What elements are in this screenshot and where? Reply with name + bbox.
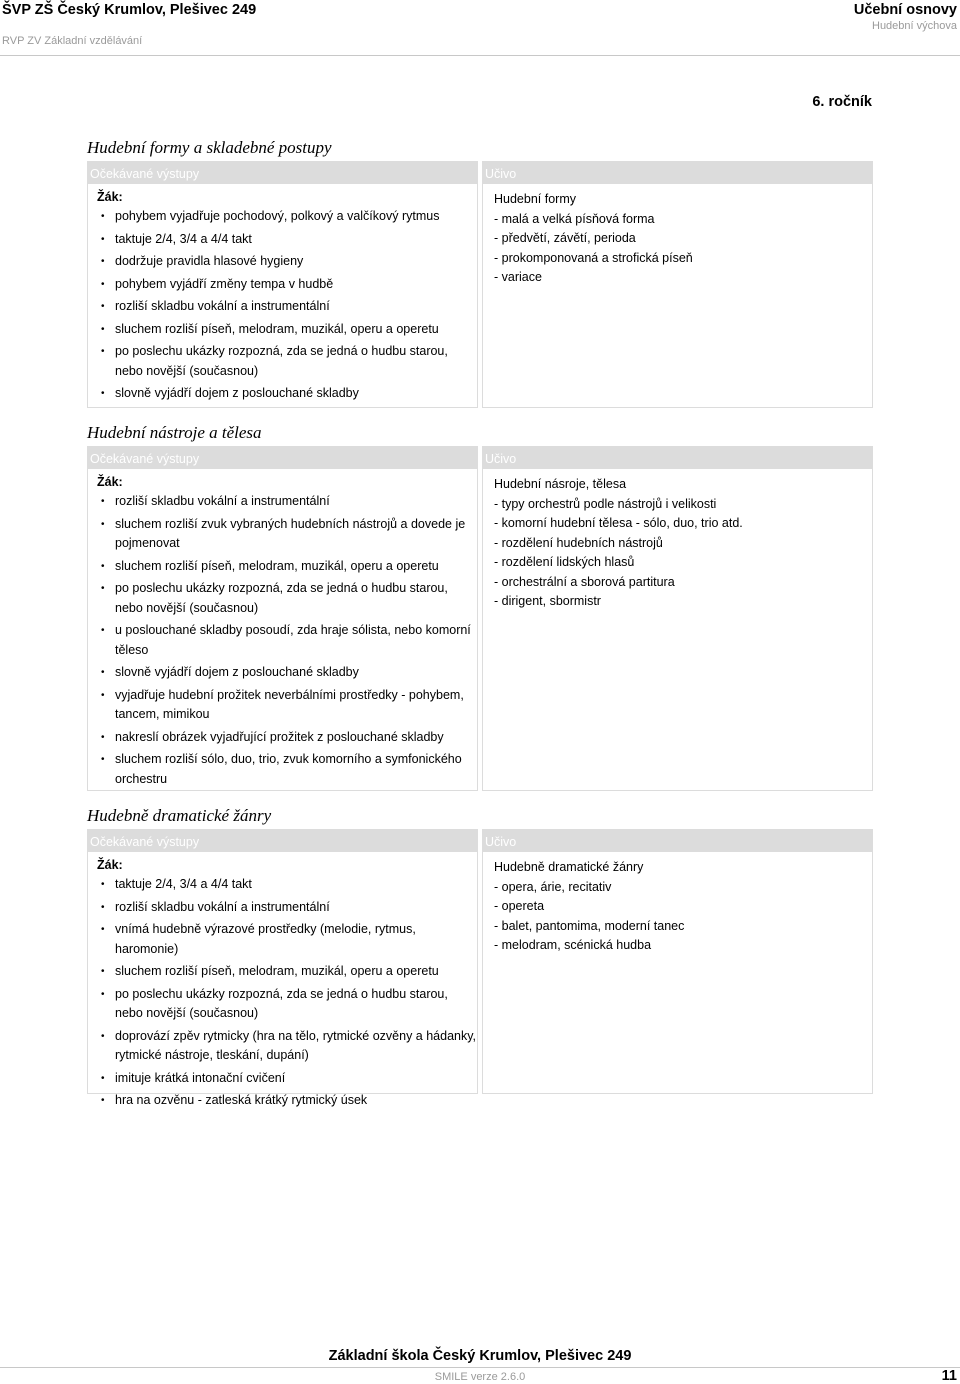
topic-item: - malá a velká písňová forma [494, 211, 655, 226]
outcomes-list [88, 207, 477, 404]
pupil-label: Žák: [97, 190, 123, 204]
outcome-item [88, 728, 477, 748]
topics-list [483, 475, 872, 612]
header-framework: RVP ZV Základní vzdělávání [2, 35, 143, 47]
outcome-item [88, 515, 477, 554]
outcome-text: taktuje 2/4, 3/4 a 4/4 takt [115, 231, 252, 246]
bullet-icon: • [101, 901, 105, 913]
curriculum-header: Učivo [483, 447, 872, 469]
outcome-item [88, 686, 477, 725]
outcome-item [88, 320, 477, 340]
outcome-text: slovně vyjádří dojem z poslouchané skladby [115, 665, 359, 679]
outcome-text: taktuje 2/4, 3/4 a 4/4 takt [115, 877, 252, 891]
outcome-item [88, 920, 477, 959]
footer-version: SMILE verze 2.6.0 [434, 1371, 526, 1383]
bullet-icon: • [101, 667, 105, 678]
header-subject: Hudební výchova [872, 20, 957, 32]
section-title: Hudebně dramatické žánry [87, 806, 272, 825]
outcome-text: sluchem rozliší píseň, melodram, muzikál, operu a operetu [115, 321, 439, 336]
section-hudebne-dramaticke [87, 806, 873, 1107]
outcome-item [88, 252, 477, 272]
topic-item: - balet, pantomima, moderní tanec [494, 918, 685, 933]
bullet-icon: • [101, 388, 105, 399]
topic-item: - dirigent, sbormistr [494, 594, 601, 608]
topic-heading: Hudební násroje, tělesa [494, 477, 627, 491]
outcome-text: doprovází zpěv rytmicky (hra na tělo, rytmické ozvěny a hádanky, rytmické nástroje, tleskání, dupání) [115, 1028, 477, 1062]
outcome-text: rozliší skladbu vokální a instrumentální [115, 899, 330, 914]
outcome-text: nakreslí obrázek vyjadřující prožitek z poslouchané skladby [115, 729, 444, 744]
bullet-icon: • [101, 211, 105, 222]
topic-item: - opereta [494, 899, 545, 913]
outcome-item [88, 985, 477, 1024]
outcomes-column [87, 161, 478, 408]
topics-list [483, 190, 872, 288]
bullet-icon: • [101, 1030, 105, 1042]
bullet-icon: • [101, 346, 105, 357]
topics-list [483, 858, 872, 956]
curriculum-column [482, 446, 873, 791]
topic-item: - rozdělení lidských hlasů [494, 555, 635, 569]
topic-item: - orchestrální a sborová partitura [494, 574, 675, 589]
bullet-icon: • [101, 233, 105, 245]
header-divider [0, 55, 960, 56]
outcome-text: pohybem vyjadřuje pochodový, polkový a valčíkový rytmus [115, 209, 440, 223]
outcome-text: hra na ozvěnu - zatleská krátký rytmický úsek [115, 1093, 368, 1107]
outcome-text: pohybem vyjádří změny tempa v hudbě [115, 276, 334, 291]
page-number: 11 [941, 1368, 957, 1384]
outcome-text: rozliší skladbu vokální a instrumentální [115, 299, 330, 313]
bullet-icon: • [101, 879, 105, 890]
bullet-icon: • [101, 988, 105, 1000]
outcome-item [88, 750, 477, 789]
bullet-icon: • [101, 583, 105, 594]
outcome-item [88, 663, 477, 683]
outcome-text: u poslouchané skladby posoudí, zda hraje sólista, nebo komorní těleso [115, 623, 471, 657]
bullet-icon: • [101, 560, 105, 572]
outcome-text: sluchem rozliší píseň, melodram, muzikál, operu a operetu [115, 964, 439, 978]
outcome-text: po poslechu ukázky rozpozná, zda se jedná o hudbu starou, nebo novější (současnou) [115, 581, 448, 615]
bullet-icon: • [101, 496, 105, 507]
bullet-icon: • [101, 731, 105, 743]
outcomes-list [88, 875, 477, 1111]
bullet-icon: • [101, 625, 105, 636]
topic-item: - typy orchestrů podle nástrojů i velikosti [494, 496, 717, 511]
header-school: ŠVP ZŠ Český Krumlov, Plešivec 249 [2, 2, 257, 18]
header-doc-title: Učební osnovy [853, 2, 957, 18]
outcomes-header: Očekávané výstupy [88, 162, 477, 184]
outcome-item [88, 1027, 477, 1066]
curriculum-header: Učivo [483, 830, 872, 852]
topic-item: - prokomponovaná a strofická píseň [494, 250, 693, 265]
topic-item: - rozdělení hudebních nástrojů [494, 535, 663, 550]
outcome-item [88, 275, 477, 295]
outcome-text: slovně vyjádří dojem z poslouchané skladby [115, 386, 359, 400]
bullet-icon: • [101, 301, 105, 312]
curriculum-column [482, 829, 873, 1094]
topic-item: - předvětí, závětí, perioda [494, 231, 636, 245]
outcome-text: po poslechu ukázky rozpozná, zda se jedná o hudbu starou, nebo novější (současnou) [115, 986, 448, 1020]
outcome-text: rozliší skladbu vokální a instrumentální [115, 494, 330, 508]
bullet-icon: • [101, 754, 105, 765]
outcome-item [88, 898, 477, 918]
bullet-icon: • [101, 966, 105, 977]
section-hudebni-formy [87, 138, 873, 408]
outcome-item [88, 1069, 477, 1089]
topic-item: - komorní hudební tělesa - sólo, duo, trio atd. [494, 516, 743, 530]
bullet-icon: • [101, 689, 105, 701]
topic-heading: Hudebně dramatické žánry [494, 860, 644, 874]
outcomes-column [87, 829, 478, 1107]
outcome-text: vyjadřuje hudební prožitek neverbálními prostředky - pohybem, tancem, mimikou [115, 687, 464, 721]
outcome-item [88, 579, 477, 618]
outcome-item [88, 297, 477, 317]
outcomes-header: Očekávané výstupy [88, 830, 477, 852]
pupil-label: Žák: [97, 475, 123, 489]
outcome-item [88, 621, 477, 660]
bullet-icon: • [101, 1095, 105, 1106]
section-hudebni-nastroje [87, 423, 873, 791]
pupil-label: Žák: [97, 858, 123, 872]
bullet-icon: • [101, 256, 105, 267]
outcome-item [88, 492, 477, 512]
outcome-text: po poslechu ukázky rozpozná, zda se jedná o hudbu starou, nebo novější (současnou) [115, 344, 448, 378]
bullet-icon: • [101, 278, 105, 290]
outcome-item [88, 962, 477, 982]
grade-label: 6. ročník [812, 94, 872, 110]
outcome-item [88, 342, 477, 381]
outcome-item [88, 557, 477, 577]
bullet-icon: • [101, 518, 105, 530]
outcome-text: imituje krátká intonační cvičení [115, 1070, 286, 1085]
section-title: Hudební nástroje a tělesa [87, 423, 262, 442]
topic-item: - opera, árie, recitativ [494, 879, 612, 894]
outcomes-column [87, 446, 478, 791]
outcome-item [88, 384, 477, 404]
outcome-text: sluchem rozliší sólo, duo, trio, zvuk komorního a symfonického orchestru [115, 752, 462, 786]
outcome-item [88, 1091, 477, 1111]
curriculum-column [482, 161, 873, 408]
curriculum-header: Učivo [483, 162, 872, 184]
topic-heading: Hudební formy [494, 192, 576, 206]
outcome-item [88, 875, 477, 895]
section-title: Hudební formy a skladebné postupy [87, 138, 332, 157]
outcomes-header: Očekávané výstupy [88, 447, 477, 469]
footer-school: Základní škola Český Krumlov, Plešivec 249 [328, 1348, 632, 1364]
bullet-icon: • [101, 323, 105, 335]
outcome-text: sluchem rozliší zvuk vybraných hudebních nástrojů a dovede je pojmenovat [115, 516, 466, 550]
outcome-item [88, 207, 477, 227]
topic-item: - variace [494, 270, 542, 284]
outcome-text: dodržuje pravidla hlasové hygieny [115, 254, 304, 268]
outcome-text: sluchem rozliší píseň, melodram, muzikál, operu a operetu [115, 558, 439, 573]
outcomes-list [88, 492, 477, 789]
bullet-icon: • [101, 924, 105, 935]
topic-item: - melodram, scénická hudba [494, 938, 652, 952]
outcome-item [88, 230, 477, 250]
footer-divider [0, 1367, 960, 1368]
bullet-icon: • [101, 1072, 105, 1084]
outcome-text: vnímá hudebně výrazové prostředky (melodie, rytmus, haromonie) [115, 922, 416, 956]
